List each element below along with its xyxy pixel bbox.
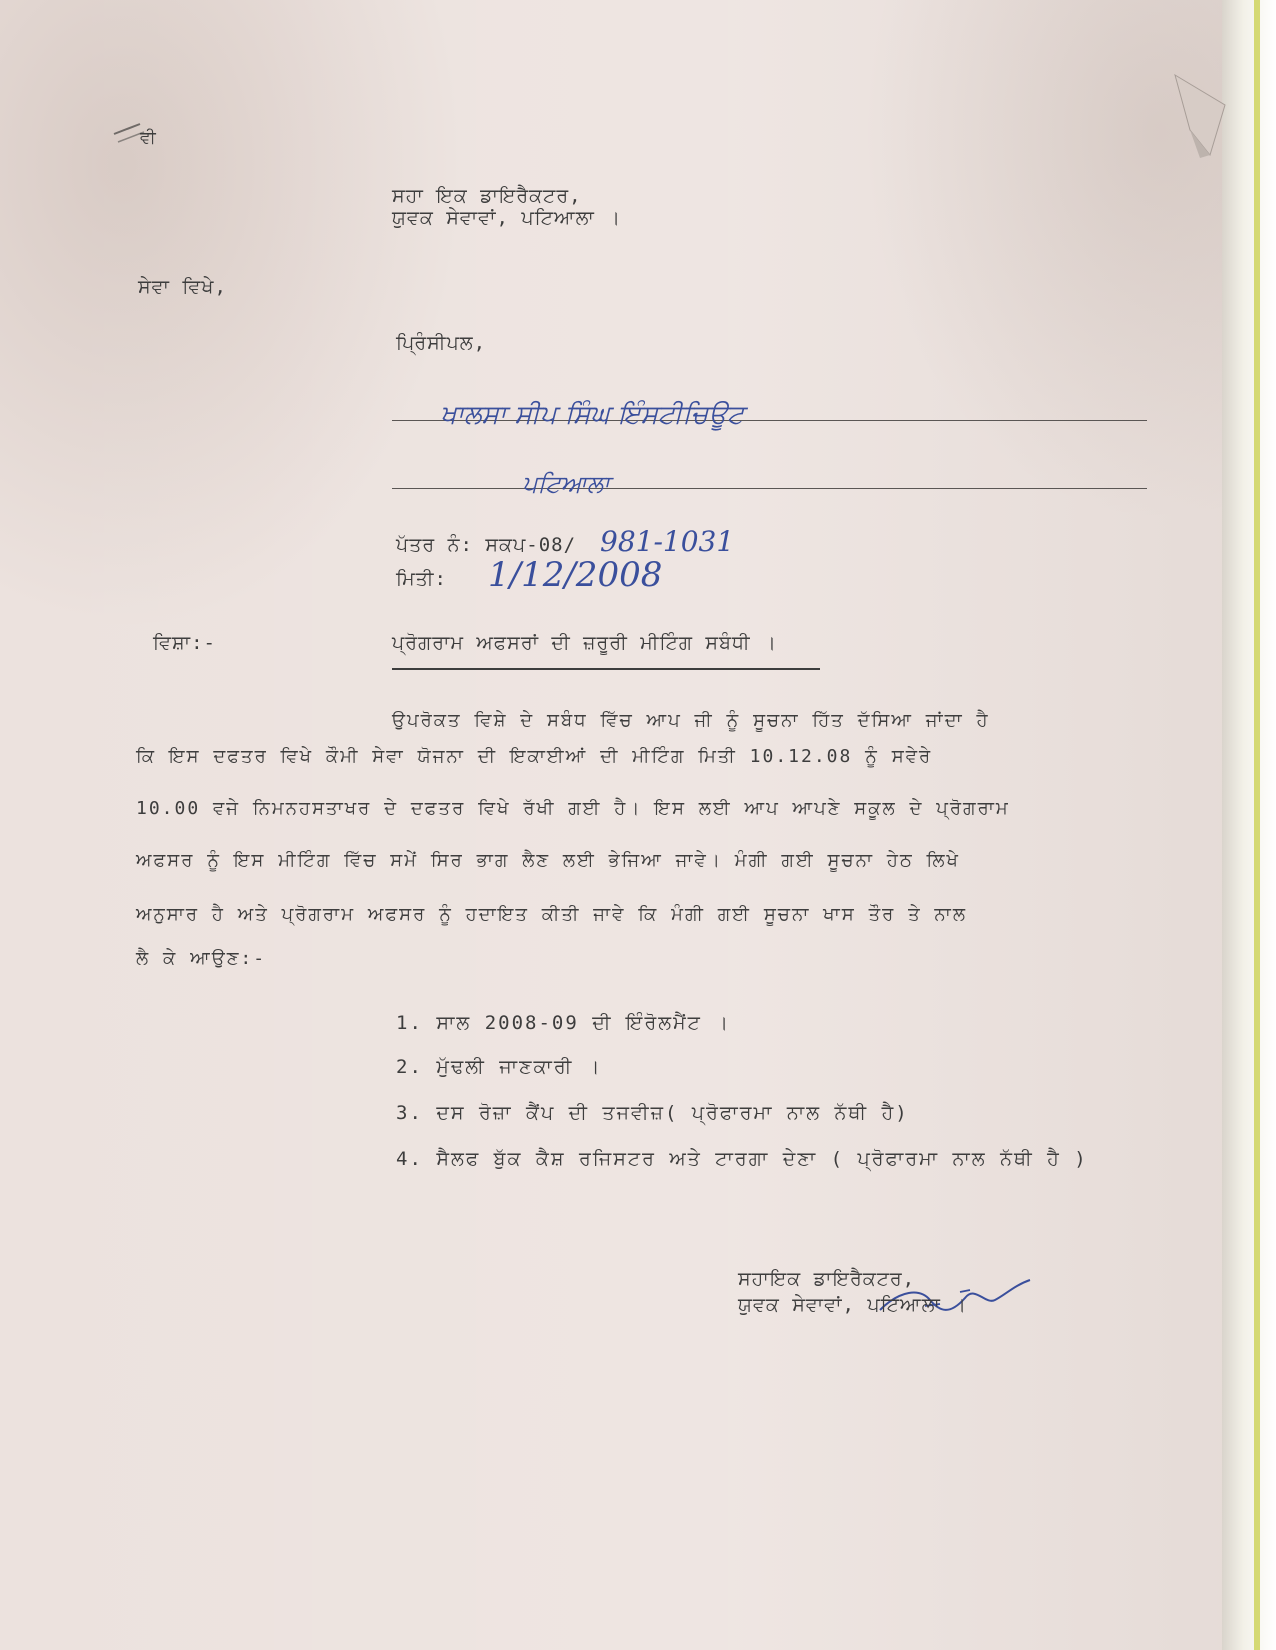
recipient-place-line (392, 488, 1147, 489)
recipient-title: ਪ੍ਰਿੰਸੀਪਲ, (396, 332, 487, 354)
letter-number-handwritten: 981-1031 (600, 525, 735, 558)
folded-corner (1170, 70, 1230, 160)
body-line-4: ਅਫਸਰ ਨੂੰ ਇਸ ਮੀਟਿੰਗ ਵਿੱਚ ਸਮੇਂ ਸਿਰ ਭਾਗ ਲੈਣ ਲਈ ਭੇਜਿਆ ਜਾਵੇ। ਮੰਗੀ ਗਈ ਸੂਚਨਾ ਹੇਠ ਲਿਖੇ (136, 850, 960, 871)
letter-number-label: ਪੱਤਰ ਨੰ: ਸਕਪ-08/ (396, 534, 577, 556)
list-item-3: 3. ਦਸ ਰੋਜ਼ਾ ਕੈਂਪ ਦੀ ਤਜਵੀਜ਼( ਪ੍ਰੋਫਾਰਮਾ ਨਾਲ ਨੱਥੀ ਹੈ) (396, 1102, 909, 1124)
body-line-2: ਕਿ ਇਸ ਦਫਤਰ ਵਿਖੇ ਕੌਮੀ ਸੇਵਾ ਯੋਜਨਾ ਦੀ ਇਕਾਈਆਂ ਦੀ ਮੀਟਿੰਗ ਮਿਤੀ 10.12.08 ਨੂੰ ਸਵੇਰੇ (136, 746, 933, 767)
sender-line-1: ਸਹਾ ਇਕ ਡਾਇਰੈਕਟਰ, (392, 185, 582, 207)
subject-text: ਪ੍ਰੋਗਰਾਮ ਅਫਸਰਾਂ ਦੀ ਜ਼ਰੂਰੀ ਮੀਟਿੰਗ ਸਬੰਧੀ । (392, 632, 777, 654)
salutation: ਸੇਵਾ ਵਿਖੇ, (138, 276, 227, 298)
list-item-2: 2. ਮੁੱਢਲੀ ਜਾਣਕਾਰੀ । (396, 1056, 602, 1078)
date-label: ਮਿਤੀ: (396, 568, 447, 590)
page-edge-strip (1254, 0, 1260, 1650)
body-line-3: 10.00 ਵਜੇ ਨਿਮਨਹਸਤਾਖਰ ਦੇ ਦਫਤਰ ਵਿਖੇ ਰੱਖੀ ਗਈ ਹੈ। ਇਸ ਲਈ ਆਪ ਆਪਣੇ ਸਕੂਲ ਦੇ ਪ੍ਰੋਗਰਾਮ (136, 798, 1010, 819)
subject-underline (392, 668, 820, 670)
date-handwritten: 1/12/2008 (488, 555, 663, 595)
subject-label: ਵਿਸ਼ਾ:- (153, 632, 216, 654)
body-line-6: ਲੈ ਕੇ ਆਉਣ:- (136, 948, 267, 969)
list-item-1: 1. ਸਾਲ 2008-09 ਦੀ ਇੰਰੋਲਮੈਂਟ । (396, 1012, 730, 1034)
closing-line-2: ਯੁਵਕ ਸੇਵਾਵਾਂ, ਪਟਿਆਲਾ । (738, 1294, 968, 1316)
recipient-name-handwritten: ਖਾਲਸਾ ਸੀਪ ਸਿੰਘ ਇੰਸਟੀਚਿਊਟ (440, 400, 744, 430)
sender-line-2: ਯੁਵਕ ਸੇਵਾਵਾਂ, ਪਟਿਆਲਾ । (392, 207, 622, 229)
scanner-bed-edge (1222, 0, 1276, 1650)
corner-mark: ਵੀ (140, 128, 157, 148)
recipient-place-handwritten: ਪਟਿਆਲਾ (522, 470, 610, 498)
closing-line-1: ਸਹਾਇਕ ਡਾਇਰੈਕਟਰ, (738, 1268, 916, 1290)
list-item-4: 4. ਸੈਲਫ ਬੁੱਕ ਕੈਸ਼ ਰਜਿਸਟਰ ਅਤੇ ਟਾਰਗਾ ਦੇਣਾ ( ਪ੍ਰੋਫਾਰਮਾ ਨਾਲ ਨੱਥੀ ਹੈ ) (396, 1148, 1088, 1170)
body-line-1: ਉਪਰੋਕਤ ਵਿਸ਼ੇ ਦੇ ਸਬੰਧ ਵਿੱਚ ਆਪ ਜੀ ਨੂੰ ਸੂਚਨਾ ਹਿੱਤ ਦੱਸਿਆ ਜਾਂਦਾ ਹੈ (392, 710, 990, 731)
body-line-5: ਅਨੁਸਾਰ ਹੈ ਅਤੇ ਪ੍ਰੋਗਰਾਮ ਅਫਸਰ ਨੂੰ ਹਦਾਇਤ ਕੀਤੀ ਜਾਵੇ ਕਿ ਮੰਗੀ ਗਈ ਸੂਚਨਾ ਖਾਸ ਤੌਰ ਤੇ ਨਾਲ (136, 904, 968, 925)
